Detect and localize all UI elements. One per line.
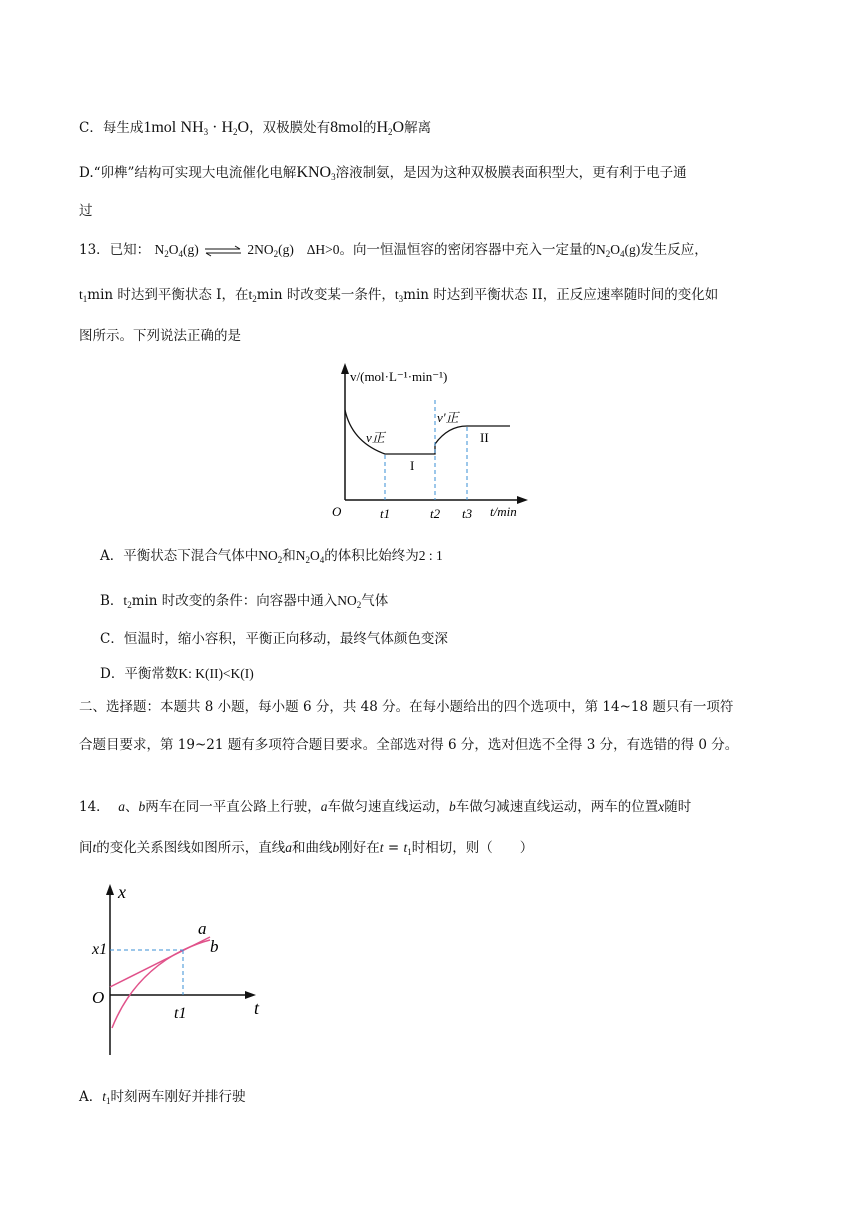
y-tick-x1: x1	[92, 941, 108, 958]
q13-option-c: C．恒温时，缩小容积，平衡正向移动，最终气体颜色变深	[100, 631, 448, 647]
q13-stem: 13．已知： $N_2O_4(g)$ $2NO_2(g)$ ΔH>0。向一恒温恒容的密闭容器中充入一定量的$N_2O_4(g)$发生反应，	[79, 242, 708, 259]
q14-stem-line2: 间t的变化关系图线如图所示，直线a和曲线b刚好在$t = t_1$时相切，则（ ）	[79, 840, 534, 857]
y-axis-arrow-icon	[341, 363, 349, 374]
q14-stem: 14． a、b两车在同一平直公路上行驶，a车做匀速直线运动，b车做匀减速直线运动，两车的位置x随时	[79, 799, 692, 815]
x-tick-t1: t1	[174, 1005, 187, 1022]
section2-line1: 二、选择题：本题共 8 小题，每小题 6 分，共 48 分。在每小题给出的四个选项中，第 14~18 题只有一项符	[79, 699, 734, 715]
curve-b	[112, 940, 210, 1028]
q13-stem-line3: 图所示。下列说法正确的是	[79, 328, 241, 344]
origin-label: O	[92, 988, 105, 1007]
equilibrium-arrow-icon	[203, 245, 243, 257]
tick-t2: t2	[430, 506, 441, 521]
y-axis-label: x	[118, 882, 126, 902]
curve2-label: v'正	[437, 410, 459, 425]
tick-t3: t3	[462, 506, 473, 521]
section2-line2: 合题目要求，第 19~21 题有多项符合题目要求。全部选对得 6 分，选对但选不全得 3 分，有选错的得 0 分。	[79, 737, 739, 753]
q12-option-d: D.“卯榫”结构可实现大电流催化电解$KNO_3$溶液制氨，是因为这种双极膜表面积型大，更有利于电子通	[79, 164, 687, 182]
curve-b-label: b	[210, 937, 219, 956]
q13-rate-chart	[330, 360, 530, 525]
y-axis-label: v/(mol·L⁻¹·min⁻¹)	[350, 369, 448, 384]
x-axis-label: t/min	[490, 504, 517, 519]
origin-label: O	[332, 504, 342, 519]
q13-option-b: B．$t_2\min$ 时改变的条件：向容器中通入$NO_2$气体	[100, 593, 389, 610]
q14-option-a: A．$t_1$时刻两车刚好并排行驶	[79, 1089, 246, 1106]
line-a-label: a	[198, 919, 207, 938]
state-2-label: II	[480, 430, 489, 445]
state-1-label: I	[410, 458, 415, 473]
q14-position-chart	[88, 880, 278, 1060]
q12-option-d-line2: 过	[79, 203, 93, 219]
q13-option-d: D．平衡常数K: K(II)<K(I)	[100, 666, 254, 682]
q12-option-c: C．每生成1mol $NH_3 \cdot H_2O$，双极膜处有8mol的$H_2O$解离	[79, 119, 432, 137]
x-axis-label: t	[254, 998, 260, 1018]
y-axis-arrow-icon	[106, 884, 114, 895]
x-axis-arrow-icon	[517, 496, 528, 504]
q13-stem-line2: $t_1\min$ 时达到平衡状态 I，在$t_2\min$ 时改变某一条件，$t_3\min$ 时达到平衡状态 II，正反应速率随时间的变化如	[79, 287, 719, 304]
q13-option-a: A．平衡状态下混合气体中$NO_2$和$N_2O_4$的体积比始终为2 : 1	[100, 548, 443, 565]
tick-t1: t1	[380, 506, 391, 521]
curve1-label: v正	[366, 430, 385, 445]
